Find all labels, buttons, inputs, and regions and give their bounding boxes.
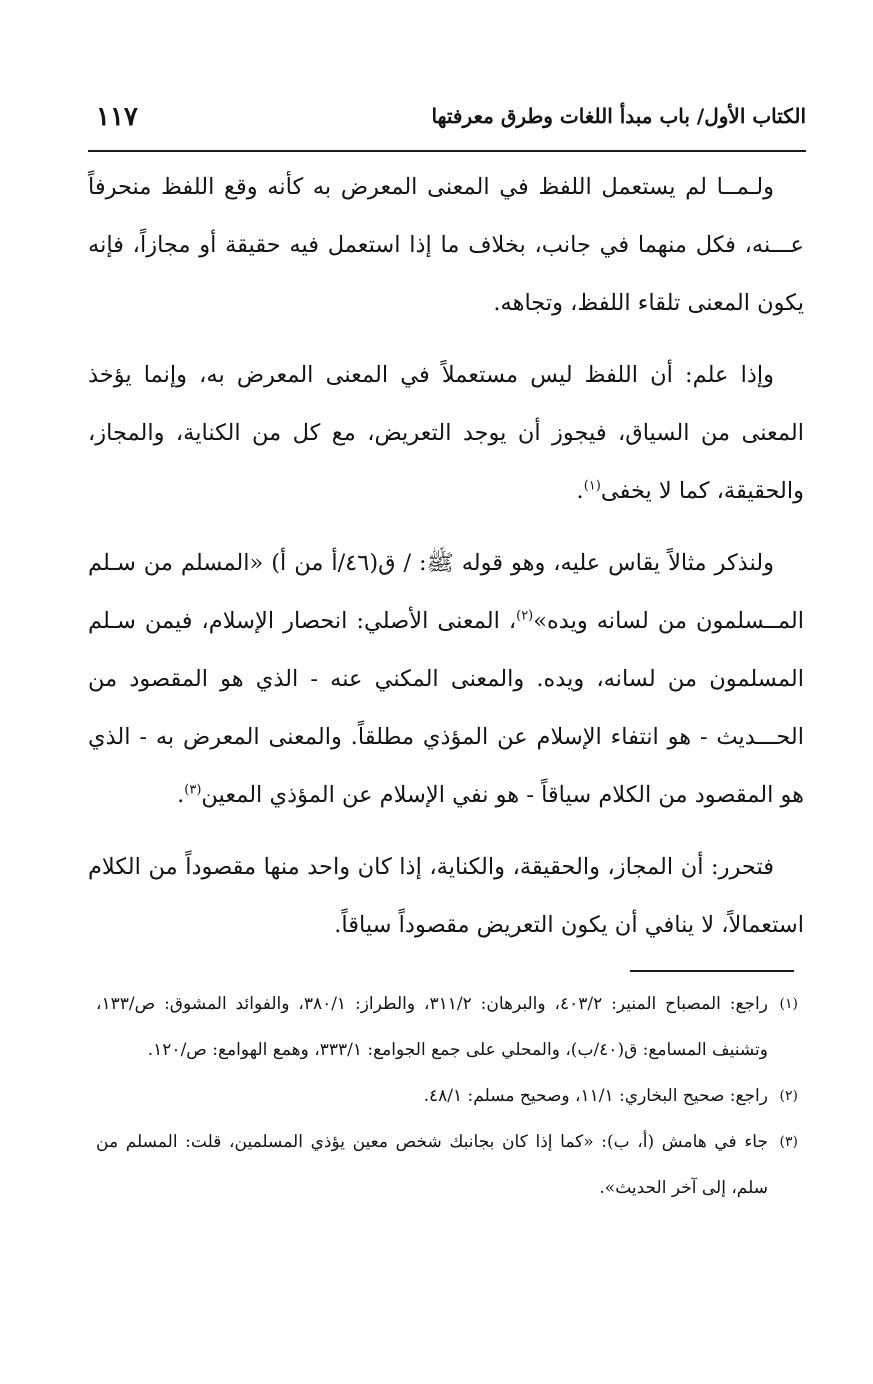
paragraph-2-text: وإذا علم: أن اللفظ ليس مستعملاً في المعنى المعرض به، وإنما يؤخذ المعنى من السياق، فيجوز أن يوجد التعريض، مع كل من الكناية، والمجاز، والحقيقة، كما لا يخفى (88, 362, 804, 504)
footnote-text: راجع: المصباح المنير: ٤٠٣/٢، والبرهان: ٣١١/٢، والطراز: ٣٨٠/١، والفوائد المشوق: ص/١٣٣، وتشنيف المسامع: ق(٤٠/ب)، والمحلي على جمع الجوامع: ٣٣٣/١، وهمع الهوامع: ص/١٢٠. (96, 994, 768, 1060)
paragraph-3 (88, 534, 804, 824)
footnote-ref-2[interactable]: (٢) (516, 608, 534, 624)
chapter-title: الكتاب الأول/ باب مبدأ اللغات وطرق معرفتها (431, 104, 806, 128)
paragraph-3-end: . (177, 782, 185, 808)
footnote-divider (630, 970, 794, 972)
footnote-2 (96, 1073, 798, 1119)
main-text (88, 158, 804, 968)
running-header (88, 102, 806, 142)
paragraph-3-text-a: ولنذكر مثالاً يقاس عليه، وهو قوله ﷺ: / ق(٤٦/أ من أ) «المسلم من سـلم المــسلمون من لسانه ويده» (88, 550, 804, 634)
footnote-ref-1[interactable]: (١) (583, 478, 601, 494)
footnote-3 (96, 1119, 798, 1211)
footnote-marker: (٢) (779, 1088, 798, 1104)
footnote-text: راجع: صحيح البخاري: ١١/١، وصحيح مسلم: ٤٨/١. (423, 1086, 768, 1106)
footnotes (96, 981, 798, 1211)
paragraph-2-end: . (576, 478, 584, 504)
page-number: ١١٧ (96, 102, 138, 132)
header-divider (88, 150, 806, 152)
paragraph-3-text-b: ، المعنى الأصلي: انحصار الإسلام، فيمن سـلم المسلمون من لسانه، ويده. والمعنى المكني عنه - الذي هو المقصود من الحـــديث - هو انتفاء الإسلام عن المؤذي مطلقاً. والمعنى المعرض به - الذي هو المقصود من الكلام سياقاً - هو نفي الإسلام عن المؤذي المعين (88, 608, 804, 808)
footnote-marker: (١) (779, 996, 798, 1012)
paragraph-2 (88, 346, 804, 520)
footnote-1 (96, 981, 798, 1073)
footnote-ref-3[interactable]: (٣) (184, 782, 202, 798)
paragraph-4: فتحرر: أن المجاز، والحقيقة، والكناية، إذا كان واحد منها مقصوداً من الكلام استعمالاً، لا ينافي أن يكون التعريض مقصوداً سياقاً. (88, 854, 804, 938)
paragraph-1: ولـمــا لم يستعمل اللفظ في المعنى المعرض به كأنه وقع اللفظ منحرفاً عـــنه، فكل منهما في جانب، بخلاف ما إذا استعمل فيه حقيقة أو مجازاً، فإنه يكون المعنى تلقاء اللفظ، وتجاهه. (88, 174, 804, 316)
footnote-marker: (٣) (779, 1134, 798, 1150)
footnote-text: جاء في هامش (أ، ب): «كما إذا كان بجانبك شخص معين يؤذي المسلمين، قلت: المسلم من سلم، إلى آخر الحديث». (96, 1132, 769, 1198)
